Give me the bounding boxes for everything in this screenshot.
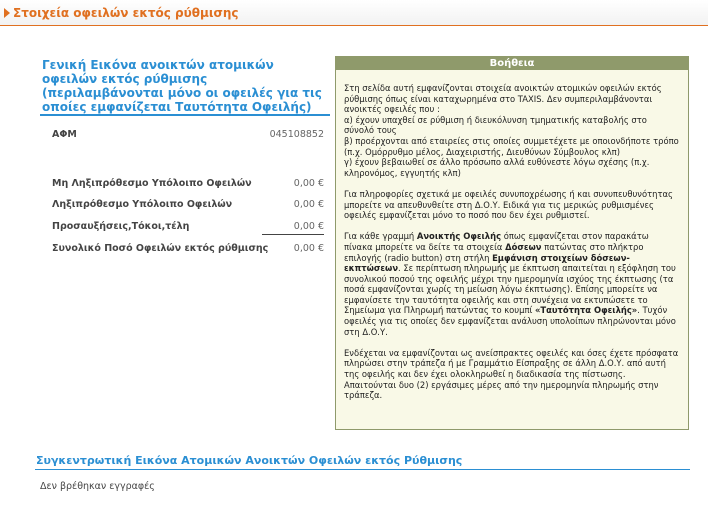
help-text: . Σε περίπτωση πληρωμής με έκπτωση απαιτείται η εξόφληση του συνολικού ποσού της οφειλής μέχρι την ημερομηνία ισχύος της έκπτωσης (τα ποσά εμφανίζονται χωρίς τη μείωση λόγω έκπτωσης). Επίσης μπορείτε να εμφανίσετε την ταυτότητα οφειλής και στη συνέχεια να εκτυπώσετε το Σημείωμα για Πληρωμή πατώντας το κουμπί <box>344 263 676 316</box>
summary-row-label: Μη Ληξιπρόθεσμο Υπόλοιπο Οφειλών <box>52 178 252 189</box>
help-bold: Ανοικτής Οφειλής <box>416 231 502 242</box>
help-text: πατώντας στο πλήκτρο επιλογής (radio button) στη στήλη <box>344 241 644 263</box>
summary-row-label: Συνολικό Ποσό Οφειλών εκτός ρύθμισης <box>52 243 269 254</box>
help-panel <box>335 56 689 430</box>
page-header <box>0 0 708 26</box>
summary-row-label: Ληξιπρόθεσμο Υπόλοιπο Οφειλών <box>52 199 233 210</box>
help-paragraph-3 <box>344 231 679 337</box>
summary-row-value: 0,00 € <box>293 178 324 189</box>
summary-row-value: 0,00 € <box>293 243 324 254</box>
help-intro: Στη σελίδα αυτή εμφανίζονται στοιχεία ανοικτών ατομικών οφειλών εκτός ρύθμισης όπως είναι καταχωρημένα στο TAXIS. Δεν συμπεριλαμβάνονται ανοικτές οφειλές που : <box>344 83 662 115</box>
aggregate-title: Συγκεντρωτική Εικόνα Ατομικών Ανοικτών Οφειλών εκτός Ρύθμισης <box>36 454 463 467</box>
help-paragraph-4: Ενδέχεται να εμφανίζονται ως ανείσπρακτες οφειλές και όσες έχετε πρόσφατα πληρώσει στην τράπεζα ή με Γραμμάτιο Είσπραξης σε άλλη Δ.Ο.Υ. από αυτή της οφειλής και δεν έχει ολοκληρωθεί η διαδικασία της πίστωσης. Απαιτούνται δυο (2) εργάσιμες μέρες από την ημερομηνία πληρωμής στην τράπεζα. <box>344 347 679 401</box>
summary-divider <box>40 114 330 116</box>
afm-label: ΑΦΜ <box>52 129 77 140</box>
summary-row-label: Προσαυξήσεις,Τόκοι,τέλη <box>52 221 190 232</box>
help-item-c: γ) έχουν βεβαιωθεί σε άλλο πρόσωπο αλλά ευθύνεστε λόγω σχέσης (π.χ. κληρονόμος, εγγυητής κλπ) <box>344 157 650 178</box>
help-item-b: β) προέρχονται από εταιρείες στις οποίες συμμετέχετε με οποιονδήποτε τρόπο (π.χ. Ομόρρυθμο μέλος, Διαχειριστής, Διευθύνων Σύμβουλος κλπ) <box>344 135 679 157</box>
summary-row-value: 0,00 € <box>293 221 324 232</box>
arrow-right-icon <box>4 8 10 18</box>
summary-title: Γενική Εικόνα ανοικτών ατομικών οφειλών εκτός ρύθμισης (περιλαμβάνονται μόνο οι οφειλές για τις οποίες εμφανίζεται Ταυτότητα Οφειλής) <box>42 58 322 114</box>
help-paragraph-2: Για πληροφορίες σχετικά με οφειλές συνυποχρέωσης ή και συνυπευθυνότητας μπορείτε να απευθυνθείτε στη Δ.Ο.Υ. Ειδικά για τις μερικώς ρυθμισμένες οφειλές εμφανίζεται μόνο το ποσό που δεν έχει ρυθμιστεί. <box>344 188 673 221</box>
help-item-a: α) έχουν υπαχθεί σε ρύθμιση ή διευκόλυνση τμηματικής καταβολής στο σύνολό τους <box>344 114 647 136</box>
aggregate-divider <box>35 469 690 470</box>
help-bold: Εμφάνιση στοιχείων δόσεων-εκπτώσεων <box>344 252 630 274</box>
afm-value: 045108852 <box>269 129 324 140</box>
help-title: Βοήθεια <box>336 57 688 70</box>
sum-underline <box>262 234 324 235</box>
help-body <box>336 70 688 401</box>
page-title: Στοιχεία οφειλών εκτός ρύθμισης <box>13 6 239 20</box>
help-bold: «Ταυτότητα Οφειλής» <box>535 305 638 316</box>
help-text: όπως εμφανίζεται στον παρακάτω πίνακα μπορείτε να δείτε τα στοιχεία <box>344 231 649 252</box>
no-records-text: Δεν βρέθηκαν εγγραφές <box>40 481 155 492</box>
help-bold: Δόσεων <box>505 241 542 252</box>
help-text: . Τυχόν οφειλές για τις οποίες δεν εμφανίζεται ανάλυση υπολοίπων πληρώνονται μόνο στη Δ.Ο.Υ. <box>344 305 676 337</box>
summary-row-value: 0,00 € <box>293 199 324 210</box>
help-text: Για κάθε γραμμή <box>344 231 417 242</box>
